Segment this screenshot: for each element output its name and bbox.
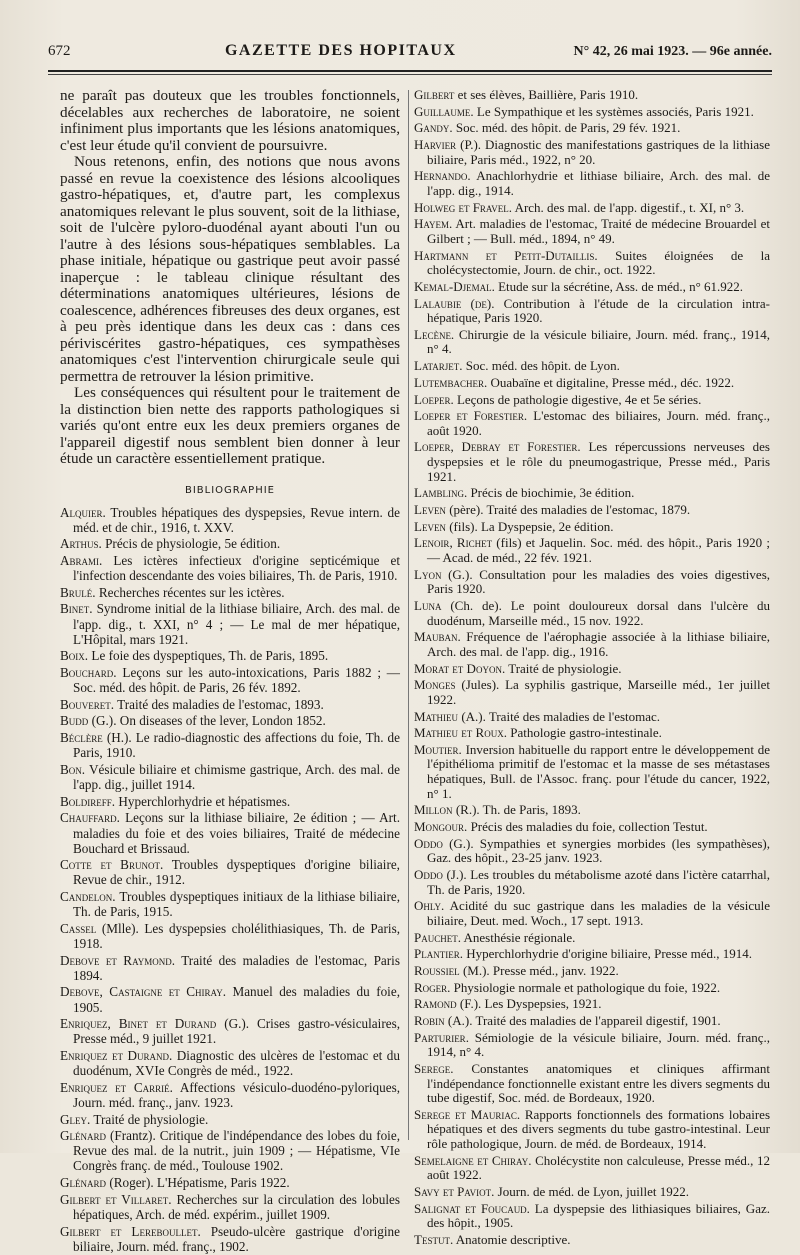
entry-author: Lalaubie (de). [414, 295, 495, 311]
entry-text: (M.). Presse méd., janv. 1922. [459, 962, 619, 978]
bibliography-entry [60, 953, 400, 983]
bibliography-entry [414, 503, 770, 518]
entry-text: (Frantz). Critique de l'indépendance des lobes du foie, Revue des mal. de la nutrit., juin 1909 ; — Hépatisme, VIe Congrès franç. de méd., Toulouse 1902. [73, 1128, 400, 1174]
entry-author: Bouveret. [60, 696, 115, 712]
bibliography-entry [414, 1202, 770, 1231]
entry-text: (R.). Th. de Paris, 1893. [452, 802, 581, 818]
bibliography-entry [414, 280, 770, 295]
entry-author: Hartmann et Petit-Dutaillis. [414, 247, 598, 263]
bibliography-entry [414, 743, 770, 801]
entry-text: Anatomie descriptive. [453, 1231, 571, 1247]
entry-author: Salignat et Foucaud. [414, 1200, 530, 1216]
entry-author: Oddo [414, 835, 443, 851]
bibliography-list-right [414, 88, 770, 1248]
bibliography-entry [60, 984, 400, 1014]
entry-text: Inversion habituelle du rapport entre le développement de l'épithélioma primitif de l'estomac et la masse de ses métastases hépatiques, Bull. de l'Assoc. franç. pour l'étude du cancer, 1922, n° 1. [427, 741, 770, 801]
entry-text: et ses élèves, Baillière, Paris 1910. [454, 87, 639, 102]
entry-author: Bon. [60, 761, 86, 777]
entry-text: Suites éloignées de la cholécystectomie, Journ. de chir., oct. 1922. [427, 247, 770, 278]
entry-author: Debove et Raymond. [60, 952, 176, 968]
bibliography-entry [60, 1016, 400, 1046]
entry-author: Leven [414, 518, 446, 534]
bibliography-entry [60, 585, 400, 600]
entry-text: Précis de biochimie, 3e édition. [467, 485, 635, 501]
entry-author: Lambling. [414, 485, 468, 501]
bibliography-entry [414, 169, 770, 198]
bibliography-entry [60, 921, 400, 951]
page-header [48, 42, 772, 72]
entry-author: Debove, Castaigne et Chiray. [60, 984, 227, 1000]
column-separator [408, 90, 409, 1140]
entry-text: Physiologie normale et pathologique du foie, 1922. [450, 979, 721, 995]
bibliography-entry [60, 889, 400, 919]
bibliography-entry [414, 837, 770, 866]
bibliography-entry [414, 440, 770, 484]
entry-text: Sémiologie de la vésicule biliaire, Journ. méd. franç., 1914, n° 4. [427, 1029, 770, 1060]
entry-author: Alquier. [60, 504, 106, 520]
entry-text: Troubles dyspeptiques initiaux de la lithiase biliaire, Th. de Paris, 1915. [73, 889, 400, 920]
entry-author: Semelaigne et Chiray. [414, 1152, 532, 1168]
bibliography-entry [414, 393, 770, 408]
entry-author: Monges [414, 677, 456, 693]
entry-text: (père). Traité des maladies de l'estomac, 1879. [445, 502, 691, 518]
bibliography-entry [60, 601, 400, 646]
entry-text: Ouabaïne et digitaline, Presse méd., déc. 1922. [487, 374, 735, 390]
bibliography-entry [414, 1031, 770, 1060]
bibliography-entry [414, 931, 770, 946]
bibliography-entry [60, 1175, 400, 1190]
entry-author: Pauchet. [414, 929, 461, 945]
entry-author: Arthus. [60, 536, 102, 552]
entry-author: Latarjet. [414, 358, 463, 374]
entry-author: Savy et Paviot. [414, 1184, 495, 1199]
article-body [60, 88, 400, 468]
entry-author: Gilbert [414, 87, 455, 102]
entry-text: Hyperchlorhydrie d'origine biliaire, Presse méd., 1914. [462, 946, 752, 962]
entry-text: Fréquence de l'aérophagie associée à la lithiase biliaire, Arch. des mal. de l'app. dig., 1916. [427, 629, 770, 659]
bibliography-entry [414, 1185, 770, 1200]
bibliography-entry [60, 713, 400, 728]
bibliography-entry [414, 328, 770, 357]
entry-author: Mathieu et Roux. [414, 725, 507, 741]
bibliography-entry [414, 568, 770, 597]
bibliography-entry [414, 249, 770, 278]
entry-author: Gandy. [414, 120, 453, 136]
entry-author: Hayem. [414, 216, 453, 232]
body-paragraph: ne paraît pas douteux que les troubles fonctionnels, décelables aux recherches de laboratoire, ne soient infiniment plus importants que les lésions anatomiques, c'est leur étude qu'il convient de poursuivre. [60, 87, 400, 154]
entry-author: Mongour. [414, 819, 468, 835]
entry-text: (H.). Le radio-diagnostic des affections du foie, Th. de Paris, 1910. [73, 730, 400, 761]
bibliography-entry [414, 997, 770, 1012]
entry-text: Précis de physiologie, 5e édition. [101, 536, 281, 552]
entry-text: (G.). On diseases of the lever, London 1852. [88, 713, 326, 729]
entry-author: Kemal-Djemal. [414, 278, 495, 294]
entry-text: (G.). Sympathies et synergies morbides (les sympathèses), Gaz. des hôpit., 23-25 janv. 1923. [427, 835, 770, 866]
entry-author: Enriquez et Carrié. [60, 1079, 173, 1095]
entry-text: (F.). Les Dyspepsies, 1921. [456, 996, 602, 1012]
entry-author: Moutier. [414, 741, 462, 757]
entry-author: Candelon. [60, 889, 116, 905]
entry-author: Parturier. [414, 1029, 469, 1045]
entry-text: Soc. méd. des hôpit. de Paris, 29 fév. 1921. [452, 120, 681, 136]
entry-text: (Mlle). Les dyspepsies cholélithiasiques, Th. de Paris, 1918. [73, 920, 400, 951]
bibliography-entry [414, 536, 770, 565]
entry-author: Ramond [414, 996, 457, 1012]
bibliography-entry [60, 794, 400, 809]
entry-author: Bouchard. [60, 665, 117, 680]
entry-text: La dyspepsie des lithiasiques biliaires, Gaz. des hôpit., 1905. [427, 1200, 770, 1231]
journal-title: GAZETTE DES HOPITAUX [224, 42, 457, 59]
header-rule-thin [48, 74, 772, 75]
bibliography-entry [414, 297, 770, 326]
body-paragraph: Nous retenons, enfin, des notions que nous avons passé en revue la coexistence des lésions alcooliques gastro-hépatiques, et, d'autre part, les complexus anatomiques relevant le plus souvent, soit de la lithiase, soit de l'ulcère pyloro-duodénal ayant abouti l'un ou l'autre à des lésions sous-hépatiques semblables. La phase initiale, hépatique ou gastrique peut avoir passé inaperçue : le tableau clinique résultant des déterminations anatomiques ultérieures, lésions de coalescence, adhérences fibreuses des deux organes, est à peu près identique dans les deux cas : dans ces périviscérites gastro-hépatiques, ces sympathèses anatomiques c'est l'intervention chirurgicale seule qui permettra de retrouver la lésion primitive. [60, 153, 400, 385]
entry-author: Harvier [414, 137, 457, 153]
entry-text: (Jules). La syphilis gastrique, Marseille méd., 1er juillet 1922. [427, 677, 770, 707]
entry-author: Lenoir, Richet [414, 535, 493, 551]
entry-author: Gilbert et Lereboullet. [60, 1223, 201, 1239]
entry-text: Troubles dyspeptiques d'origine biliaire, Revue de chir., 1912. [73, 857, 400, 888]
entry-text: Le foie des dyspeptiques, Th. de Paris, 1895. [88, 648, 329, 664]
entry-text: Cholécystite non calculeuse, Presse méd., 12 août 1922. [427, 1152, 770, 1183]
bibliography-entry [60, 1112, 400, 1127]
bibliography-entry [414, 201, 770, 216]
entry-author: Roussiel [414, 962, 460, 978]
bibliography-entry [414, 630, 770, 659]
entry-text: Précis des maladies du foie, collection Testut. [467, 819, 708, 835]
entry-text: (fils). La Dyspepsie, 2e édition. [445, 518, 614, 534]
entry-text: Manuel des maladies du foie, 1905. [73, 984, 400, 1015]
entry-text: Etude sur la sécrétine, Ass. de méd., n° 61.922. [494, 278, 744, 294]
bibliography-entry [414, 803, 770, 818]
page-number: 672 [48, 43, 71, 59]
bibliography-entry [60, 1048, 400, 1078]
entry-text: Affections vésiculo-duodéno-pyloriques, Journ. méd. franç., janv. 1923. [73, 1079, 401, 1110]
bibliography-entry [60, 1128, 400, 1173]
entry-text: Traité des maladies de l'estomac, Paris 1894. [73, 952, 400, 983]
entry-author: Loeper. [414, 391, 454, 407]
entry-author: Gilbert et Villaret. [60, 1191, 172, 1207]
bibliography-entry [414, 217, 770, 246]
entry-text: Les répercussions nerveuses des dyspepsies et le rôle du pneumogastrique, Presse méd., Paris 1921. [427, 439, 770, 484]
entry-text: Journ. de méd. de Lyon, juillet 1922. [494, 1184, 690, 1199]
bibliography-entry [414, 964, 770, 979]
bibliography-entry [60, 1224, 400, 1254]
entry-text: (G.). Crises gastro-vésiculaires, Presse méd., 9 juillet 1921. [73, 1016, 400, 1047]
entry-text: Leçons de pathologie digestive, 4e et 5e séries. [453, 391, 702, 407]
entry-author: Cotte et Brunot. [60, 857, 164, 873]
entry-author: Béclère [60, 730, 103, 746]
bibliography-entry [414, 1233, 770, 1248]
entry-author: Plantier. [414, 946, 463, 962]
bibliography-list-left [60, 505, 400, 1254]
bibliography-entry [60, 730, 400, 760]
entry-author: Hernando. [414, 168, 471, 184]
entry-author: Budd [60, 713, 89, 729]
entry-author: Enriquez et Durand. [60, 1047, 173, 1063]
bibliography-entry [60, 762, 400, 792]
bibliography-entry [414, 947, 770, 962]
bibliography-entry [414, 726, 770, 741]
entry-text: Art. maladies de l'estomac, Traité de médecine Brouardel et Gilbert ; — Bull. méd., 1894, n° 49. [427, 216, 770, 246]
entry-author: Robin [414, 1013, 445, 1028]
bibliography-entry [60, 697, 400, 712]
entry-text: (J.). Les troubles du métabolisme azoté dans l'ictère catarrhal, Th. de Paris, 1920. [427, 867, 770, 897]
entry-author: Serege et Mauriac. [414, 1106, 521, 1122]
bibliography-entry [414, 678, 770, 707]
entry-author: Chauffard. [60, 810, 120, 826]
header-rule [48, 70, 772, 72]
entry-text: Le Sympathique et les systèmes associés, Paris 1921. [473, 103, 754, 119]
entry-text: Recherches sur la circulation des lobules hépatiques, Arch. de méd. expérim., juillet 1909. [73, 1191, 400, 1222]
entry-text: Chirurgie de la vésicule biliaire, Journ. méd. franç., 1914, n° 4. [427, 326, 770, 357]
entry-text: (Roger). L'Hépatisme, Paris 1922. [106, 1175, 290, 1191]
entry-author: Abrami. [60, 552, 103, 568]
bibliography-entry [60, 1080, 400, 1110]
entry-text: Troubles hépatiques des dyspepsies, Revue intern. de méd. et de chir., 1916, t. XXV. [73, 504, 400, 535]
entry-text: (A.). Traité des maladies de l'estomac. [458, 708, 661, 724]
bibliography-entry [414, 88, 770, 103]
entry-text: Syndrome initial de la lithiase biliaire, Arch. des mal. de l'app. dig., t. XXI, n° 4 ; — Le mal de mer hépatique, L'Hôpital, mars 1921. [73, 601, 400, 647]
entry-author: Testut. [414, 1231, 454, 1247]
entry-author: Oddo [414, 867, 443, 882]
entry-author: Brulé. [60, 584, 96, 600]
entry-text: Soc. méd. des hôpit. de Lyon. [462, 358, 620, 374]
entry-author: Lutembacher. [414, 374, 488, 390]
entry-text: L'estomac des biliaires, Journ. méd. franç., août 1920. [427, 408, 770, 438]
entry-text: Pseudo-ulcère gastrique d'origine biliaire, Journ. méd. franç., 1902. [73, 1223, 400, 1254]
bibliography-heading: BIBLIOGRAPHIE [184, 484, 275, 496]
entry-text: (G.). Consultation pour les maladies des voies digestives, Paris 1920. [427, 566, 770, 597]
entry-text: Vésicule biliaire et chimisme gastrique, Arch. des mal. de l'app. dig., juillet 1914. [73, 761, 400, 793]
entry-author: Millon [414, 802, 453, 818]
entry-text: Pathologie gastro-intestinale. [506, 725, 662, 741]
bibliography-entry [60, 536, 400, 551]
entry-text: Anachlorhydrie et lithiase biliaire, Arch. des mal. de l'app. dig., 1914. [427, 168, 770, 198]
entry-author: Holweg et Fravel. [414, 199, 513, 215]
bibliography-entry [414, 520, 770, 535]
entry-text: (Ch. de). Le point douloureux dorsal dans l'ulcère du duodénum, Marseille méd., 15 nov. 1922. [427, 597, 770, 628]
bibliography-entry [414, 138, 770, 167]
entry-author: Lecène. [414, 326, 455, 342]
right-column [414, 88, 770, 1250]
bibliography-entry [60, 857, 400, 887]
entry-text: Traité des maladies de l'estomac, 1893. [114, 696, 324, 712]
entry-author: Cassel [60, 920, 97, 936]
entry-text: Rapports fonctionnels des formations lobaires hépatiques et des divers segments du tube gastro-intestinal. Leur rôle pathologique, Journ. de méd. de Bordeaux, 1914. [427, 1106, 770, 1152]
left-column [60, 88, 400, 1255]
entry-author: Guillaume. [414, 103, 474, 119]
entry-text: Leçons sur les auto-intoxications, Paris 1882 ; — Soc. méd. des hôpit. de Paris, 26 fév. 1892. [73, 665, 400, 696]
entry-author: Gley. [60, 1111, 91, 1127]
bibliography-entry [60, 648, 400, 663]
entry-text: (fils) et Jaquelin. Soc. méd. des hôpit., Paris 1920 ; — Acad. de méd., 22 fév. 1921. [427, 535, 770, 565]
entry-author: Glénard [60, 1175, 107, 1191]
bibliography-entry [414, 359, 770, 374]
bibliography-entry [414, 486, 770, 501]
entry-text: Traité de physiologie. [90, 1111, 209, 1127]
bibliography-entry [414, 981, 770, 996]
entry-text: Diagnostic des ulcères de l'estomac et du duodénum, XVIe Congrès de méd., 1922. [73, 1047, 400, 1079]
entry-author: Mauban. [414, 629, 461, 645]
bibliography-entry [414, 121, 770, 136]
entry-author: Morat et Doyon. [414, 660, 506, 676]
bibliography-entry [414, 1014, 770, 1029]
body-paragraph: Les conséquences qui résultent pour le traitement de la distinction bien nette des rapports pathologiques si variés qu'ont entre eux les deux premiers organes de l'appareil digestif nous semblent bien donner à leur étude un caractère essentiellement pratique. [60, 384, 400, 467]
entry-text: Les ictères infectieux d'origine septicémique et l'infection descendante des voies biliaires, Th. de Paris, 1910. [73, 552, 400, 584]
bibliography-entry [60, 810, 400, 855]
entry-text: Traité de physiologie. [505, 660, 622, 676]
bibliography-entry [414, 599, 770, 628]
entry-author: Glénard [60, 1128, 107, 1144]
entry-author: Lyon [414, 566, 442, 582]
bibliography-entry [414, 1108, 770, 1152]
entry-author: Leven [414, 502, 446, 518]
bibliography-entry [414, 1154, 770, 1183]
bibliography-entry [414, 710, 770, 725]
bibliography-entry [414, 376, 770, 391]
entry-text: Recherches récentes sur les ictères. [95, 584, 285, 600]
issue-info: N° 42, 26 mai 1923. — 96e année. [573, 44, 772, 59]
bibliography-entry [414, 1062, 770, 1106]
entry-text: Constantes anatomiques et cliniques affirmant l'indépendance fonctionnelle existant entre les divers segments du tube digestif, Soc. méd. de Bordeaux, 1920. [427, 1060, 770, 1106]
bibliography-entry [414, 899, 770, 928]
bibliography-entry [60, 553, 400, 583]
entry-author: Ohly. [414, 898, 445, 914]
entry-author: Loeper, Debray et Forestier. [414, 439, 581, 455]
entry-author: Mathieu [414, 708, 459, 724]
bibliography-entry [414, 409, 770, 438]
bibliography-entry [414, 105, 770, 120]
entry-text: Leçons sur la lithiase biliaire, 2e édition ; — Art. maladies du foie et des voies biliaires, Traité de médecine Bouchard et Brissaud. [73, 810, 400, 856]
entry-author: Loeper et Forestier. [414, 408, 528, 424]
bibliography-entry [414, 662, 770, 677]
entry-text: Acidité du suc gastrique dans les maladies de la vésicule biliaire, Deut. med. Woch., 17 sept. 1913. [427, 898, 770, 928]
entry-author: Roger. [414, 979, 451, 995]
bibliography-entry [60, 1192, 400, 1222]
entry-text: Contribution à l'étude de la circulation intra-hépatique, Paris 1920. [427, 295, 771, 326]
entry-author: Serege. [414, 1060, 454, 1076]
entry-author: Luna [414, 597, 442, 613]
bibliography-entry [60, 665, 400, 695]
entry-author: Enriquez, Binet et Durand [60, 1016, 217, 1032]
bibliography-entry [414, 868, 770, 897]
entry-text: Arch. des mal. de l'app. digestif., t. XI, n° 3. [512, 199, 745, 215]
entry-author: Boldireff. [60, 793, 116, 809]
bibliography-entry [414, 820, 770, 835]
entry-text: (A.). Traité des maladies de l'appareil digestif, 1901. [444, 1013, 721, 1028]
entry-text: Hyperchlorhydrie et hépatismes. [115, 793, 291, 809]
entry-author: Boix. [60, 648, 89, 664]
entry-text: Anesthésie régionale. [460, 929, 576, 945]
bibliography-entry [60, 505, 400, 535]
entry-author: Binet. [60, 601, 93, 617]
entry-text: (P.). Diagnostic des manifestations gastriques de la lithiase biliaire, Paris méd., 1922, n° 20. [427, 137, 770, 167]
